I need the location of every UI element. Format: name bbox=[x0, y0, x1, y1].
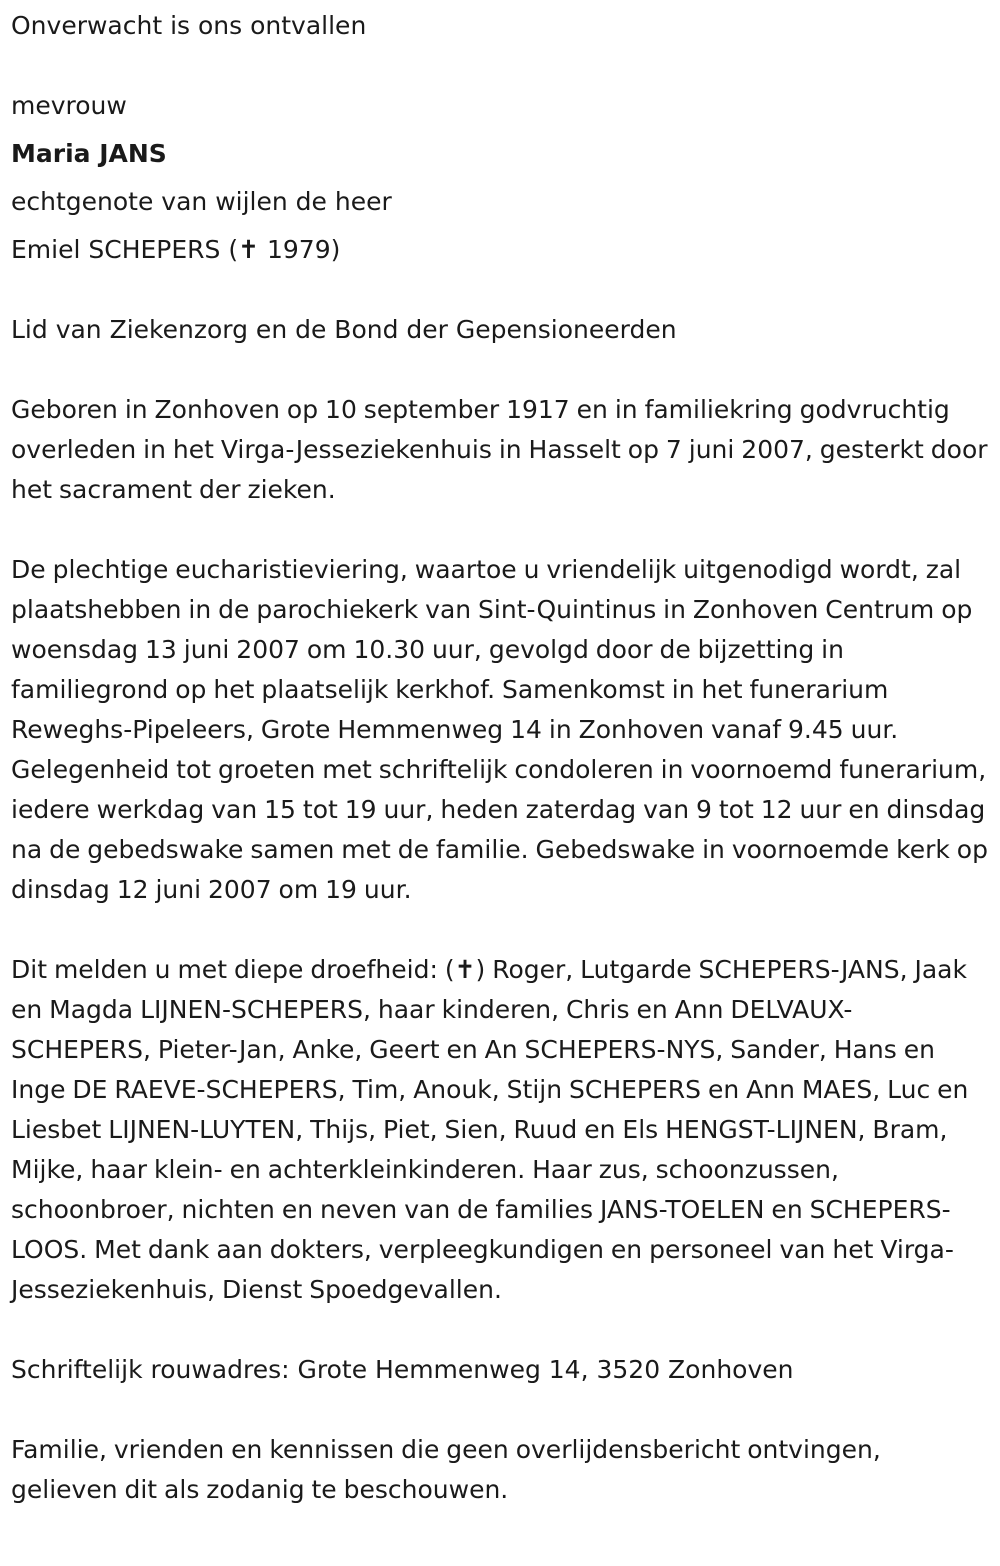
deceased-name: Maria JANS bbox=[11, 139, 167, 168]
spouse-line-2: Emiel SCHEPERS (✝ 1979) bbox=[11, 235, 341, 264]
spouse-line-1: echtgenote van wijlen de heer bbox=[11, 187, 392, 216]
membership-line: Lid van Ziekenzorg en de Bond der Gepensioneerden bbox=[11, 315, 677, 344]
family-paragraph: Dit melden u met diepe droefheid: (✝) Roger, Lutgarde SCHEPERS-JANS, Jaak en Magda LIJNEN-SCHEPERS, haar kinderen, Chris en Ann DELVAUX-SCHEPERS, Pieter-Jan, Anke, Geert en An SCHEPERS-NYS, Sander, Hans en Inge DE RAEVE-SCHEPERS, Tim, Anouk, Stijn SCHEPERS en Ann MAES, Luc en Liesbet LIJNEN-LUYTEN, Thijs, Piet, Sien, Ruud en Els HENGST-LIJNEN, Bram, Mijke, haar klein- en achterkleinkinderen. Haar zus, schoonzussen, schoonbroer, nichten en neven van de families JANS-TOELEN en SCHEPERS-LOOS. Met dank aan dokters, verpleegkundigen en personeel van het Virga-Jesseziekenhuis, Dienst Spoedgevallen. bbox=[11, 955, 969, 1304]
notice-heading: Onverwacht is ons ontvallen bbox=[11, 11, 367, 40]
birth-death-paragraph: Geboren in Zonhoven op 10 september 1917 en in familiekring godvruchtig overleden in het Virga-Jesseziekenhuis in Hasselt op 7 juni 2007, gesterkt door het sacrament der zieken. bbox=[11, 395, 988, 504]
ceremony-paragraph: De plechtige eucharistieviering, waartoe u vriendelijk uitgenodigd wordt, zal plaatshebben in de parochiekerk van Sint-Quintinus in Zonhoven Centrum op woensdag 13 juni 2007 om 10.30 uur, gevolgd door de bijzetting in familiegrond op het plaatselijk kerkhof. Samenkomst in het funerarium Reweghs-Pipeleers, Grote Hemmenweg 14 in Zonhoven vanaf 9.45 uur. Gelegenheid tot groeten met schriftelijk condoleren in voornoemd funerarium, iedere werkdag van 15 tot 19 uur, heden zaterdag van 9 tot 12 uur en dinsdag na de gebedswake samen met de familie. Gebedswake in voornoemde kerk op dinsdag 12 juni 2007 om 19 uur. bbox=[11, 555, 988, 904]
deceased-title: mevrouw bbox=[11, 91, 127, 120]
closing-paragraph: Familie, vrienden en kennissen die geen overlijdensbericht ontvingen, gelieven dit als zodanig te beschouwen. bbox=[11, 1435, 881, 1504]
mourning-address: Schriftelijk rouwadres: Grote Hemmenweg 14, 3520 Zonhoven bbox=[11, 1355, 794, 1384]
